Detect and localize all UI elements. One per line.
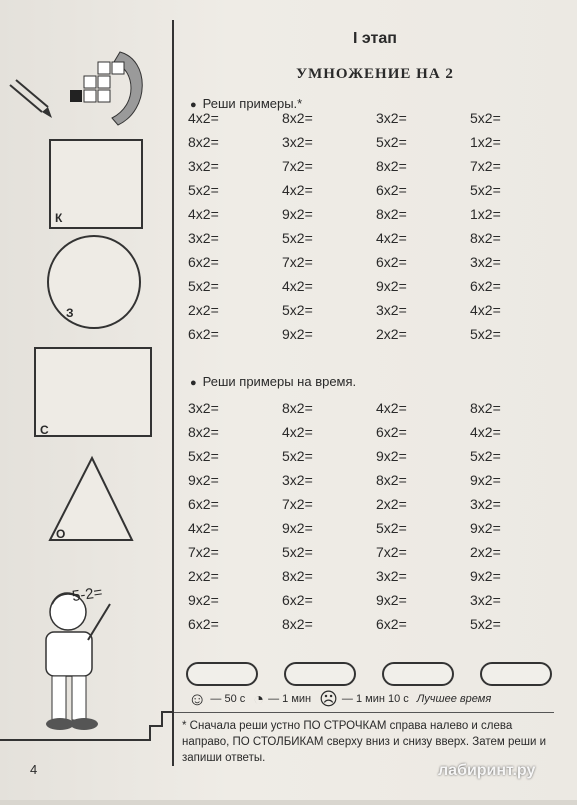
sad-face-icon: ☹ — [319, 689, 338, 709]
example-item: 6x2= — [376, 616, 407, 632]
example-row — [188, 588, 568, 612]
example-row — [188, 274, 568, 298]
example-item: 8x2= — [376, 158, 407, 174]
margin-line — [172, 20, 174, 766]
example-row — [188, 444, 568, 468]
example-item: 3x2= — [376, 302, 407, 318]
example-row — [188, 202, 568, 226]
example-row — [188, 298, 568, 322]
time-legend — [188, 690, 491, 708]
example-item: 5x2= — [470, 182, 501, 198]
legend-ok: — 1 мин — [268, 693, 312, 705]
example-item: 9x2= — [376, 278, 407, 294]
example-item: 3x2= — [470, 254, 501, 270]
section1-examples — [188, 106, 568, 346]
example-item: 8x2= — [470, 230, 501, 246]
example-item: 9x2= — [470, 520, 501, 536]
example-item: 6x2= — [188, 326, 219, 342]
example-item: 5x2= — [470, 326, 501, 342]
page-title: УМНОЖЕНИЕ НА 2 — [296, 66, 454, 82]
board-text: 5-2= — [70, 583, 104, 606]
footnote-divider — [174, 712, 554, 713]
example-row — [188, 322, 568, 346]
example-item: 9x2= — [470, 472, 501, 488]
time-box-4[interactable] — [480, 662, 552, 686]
example-row — [188, 420, 568, 444]
neutral-face-icon: ◔ — [253, 689, 265, 709]
example-item: 7x2= — [282, 254, 313, 270]
example-item: 3x2= — [188, 230, 219, 246]
example-item: 9x2= — [376, 448, 407, 464]
example-item: 7x2= — [282, 158, 313, 174]
rectangle-shape — [35, 348, 151, 436]
example-item: 9x2= — [376, 592, 407, 608]
example-item: 7x2= — [188, 544, 219, 560]
page-header — [180, 30, 570, 83]
shape-label-o: О — [56, 527, 66, 541]
example-item: 4x2= — [282, 424, 313, 440]
example-item: 3x2= — [188, 400, 219, 416]
example-row — [188, 154, 568, 178]
example-item: 6x2= — [188, 616, 219, 632]
example-row — [188, 106, 568, 130]
watermark-logo — [438, 762, 535, 780]
watermark-text: лабиринт.ру — [438, 762, 536, 779]
example-item: 9x2= — [282, 326, 313, 342]
example-row — [188, 178, 568, 202]
time-box-3[interactable] — [382, 662, 454, 686]
example-item: 2x2= — [188, 568, 219, 584]
section2-examples — [188, 396, 568, 636]
example-item: 1x2= — [470, 206, 501, 222]
example-item: 5x2= — [188, 182, 219, 198]
example-item: 2x2= — [376, 326, 407, 342]
example-item: 5x2= — [282, 544, 313, 560]
example-item: 2x2= — [376, 496, 407, 512]
example-item: 4x2= — [376, 400, 407, 416]
example-item: 5x2= — [282, 230, 313, 246]
example-item: 8x2= — [282, 400, 313, 416]
shape-label-k: К — [55, 211, 63, 225]
example-row — [188, 130, 568, 154]
example-item: 8x2= — [188, 424, 219, 440]
example-item: 5x2= — [470, 448, 501, 464]
example-item: 1x2= — [470, 134, 501, 150]
example-item: 2x2= — [470, 544, 501, 560]
example-item: 4x2= — [470, 424, 501, 440]
bullet-icon: ● — [190, 99, 197, 111]
example-item: 2x2= — [188, 302, 219, 318]
example-item: 7x2= — [282, 496, 313, 512]
example-item: 8x2= — [282, 110, 313, 126]
example-item: 4x2= — [188, 520, 219, 536]
example-item: 9x2= — [188, 592, 219, 608]
example-row — [188, 468, 568, 492]
example-item: 5x2= — [188, 448, 219, 464]
example-row — [188, 540, 568, 564]
example-item: 8x2= — [188, 134, 219, 150]
section2-instruction-text: Реши примеры на время. — [202, 374, 357, 389]
time-box-1[interactable] — [186, 662, 258, 686]
example-item: 4x2= — [282, 278, 313, 294]
section1-instruction-text: Реши примеры.* — [202, 96, 303, 111]
shape-label-s: С — [40, 423, 49, 437]
sidebar — [0, 0, 172, 800]
smile-face-icon: ☺ — [188, 689, 207, 709]
example-item: 4x2= — [188, 110, 219, 126]
example-row — [188, 226, 568, 250]
example-item: 7x2= — [470, 158, 501, 174]
example-item: 5x2= — [376, 520, 407, 536]
example-item: 9x2= — [470, 568, 501, 584]
example-item: 3x2= — [188, 158, 219, 174]
example-item: 6x2= — [188, 496, 219, 512]
example-item: 3x2= — [470, 592, 501, 608]
example-item: 9x2= — [282, 520, 313, 536]
sidebar-illustrations — [0, 0, 172, 800]
example-item: 8x2= — [376, 472, 407, 488]
example-row — [188, 516, 568, 540]
example-item: 3x2= — [376, 110, 407, 126]
example-item: 6x2= — [282, 592, 313, 608]
bullet-icon: ● — [190, 377, 197, 389]
example-item: 6x2= — [470, 278, 501, 294]
example-item: 6x2= — [376, 254, 407, 270]
example-item: 3x2= — [282, 472, 313, 488]
example-item: 3x2= — [376, 568, 407, 584]
legend-best: Лучшее время — [416, 693, 492, 705]
example-row — [188, 492, 568, 516]
example-item: 3x2= — [282, 134, 313, 150]
example-item: 6x2= — [376, 182, 407, 198]
example-item: 5x2= — [376, 134, 407, 150]
example-item: 4x2= — [188, 206, 219, 222]
legend-good: — 50 с — [210, 693, 246, 705]
time-box-2[interactable] — [284, 662, 356, 686]
example-row — [188, 250, 568, 274]
example-item: 3x2= — [470, 496, 501, 512]
example-row — [188, 396, 568, 420]
example-item: 5x2= — [282, 448, 313, 464]
example-item: 5x2= — [282, 302, 313, 318]
example-item: 9x2= — [188, 472, 219, 488]
example-row — [188, 612, 568, 636]
example-item: 9x2= — [282, 206, 313, 222]
stage-title: I этап — [353, 30, 397, 47]
square-shape — [50, 140, 142, 228]
example-item: 8x2= — [282, 568, 313, 584]
circle-shape — [48, 236, 140, 328]
blocks-icon — [70, 52, 142, 125]
example-item: 7x2= — [376, 544, 407, 560]
example-row — [188, 564, 568, 588]
example-item: 8x2= — [470, 400, 501, 416]
section2-instruction — [190, 374, 356, 389]
example-item: 6x2= — [188, 254, 219, 270]
example-item: 5x2= — [188, 278, 219, 294]
example-item: 5x2= — [470, 616, 501, 632]
time-boxes — [186, 662, 552, 686]
shape-label-z: З — [66, 306, 74, 320]
boy-illustration — [46, 593, 110, 730]
example-item: 8x2= — [282, 616, 313, 632]
footnote: * Сначала реши устно ПО СТРОЧКАМ справа налево и слева направо, ПО СТОЛБИКАМ сверху вниз и снизу вверх. Затем реши и запиши ответы. — [182, 720, 547, 764]
page-number: 4 — [30, 762, 38, 777]
example-item: 6x2= — [376, 424, 407, 440]
example-item: 4x2= — [470, 302, 501, 318]
example-item: 4x2= — [282, 182, 313, 198]
example-item: 8x2= — [376, 206, 407, 222]
pencil-icon — [10, 80, 52, 118]
example-item: 5x2= — [470, 110, 501, 126]
legend-bad: — 1 мин 10 с — [341, 693, 409, 705]
example-item: 4x2= — [376, 230, 407, 246]
